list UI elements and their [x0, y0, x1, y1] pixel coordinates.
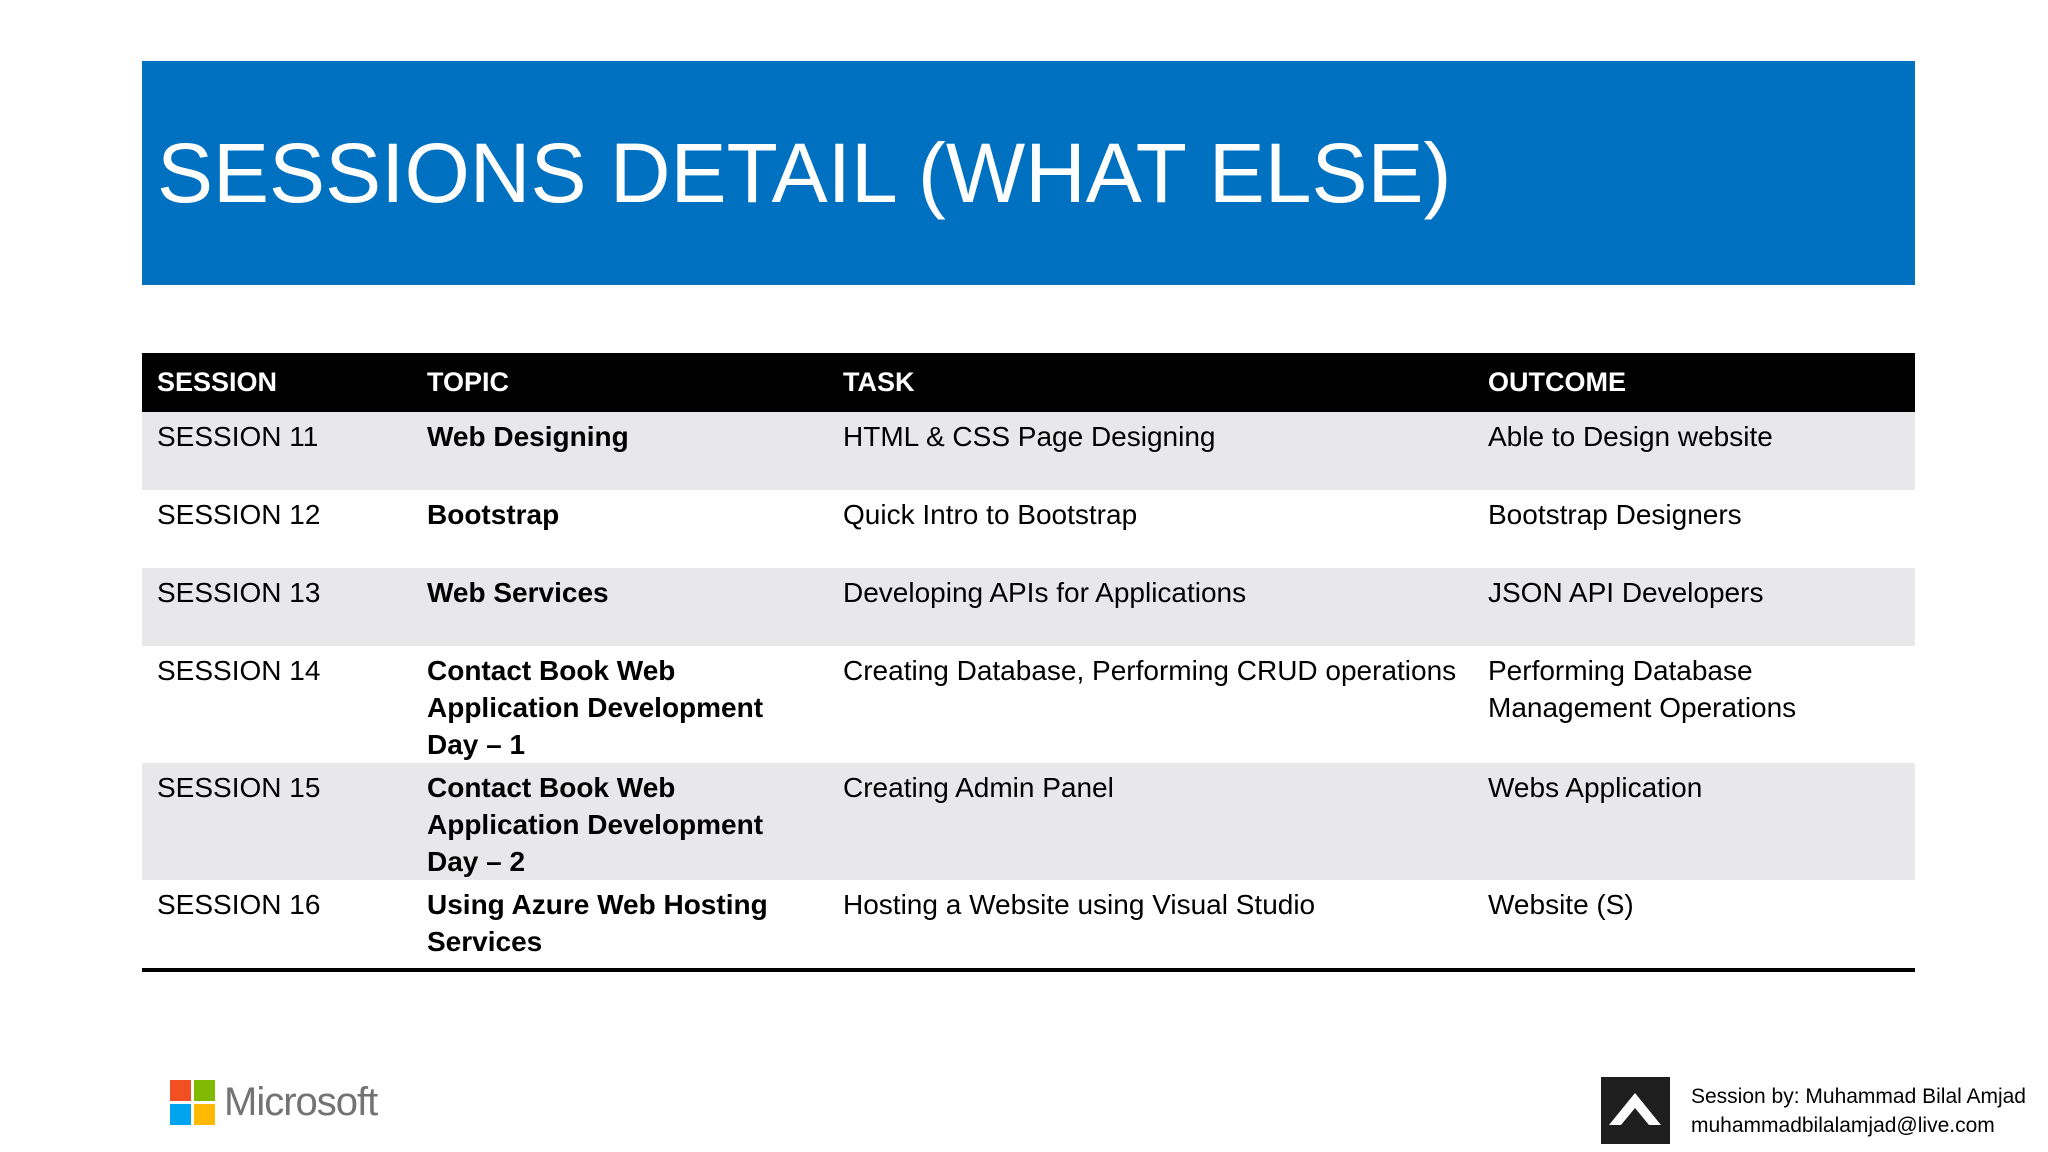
- author-credit: [1691, 1082, 2026, 1140]
- microsoft-wordmark: Microsoft: [224, 1080, 378, 1124]
- outcome-cell: Bootstrap Designers: [1488, 499, 1742, 530]
- column-header-topic: TOPIC: [412, 353, 828, 412]
- session-cell: SESSION 13: [142, 568, 412, 646]
- author-line: Session by: Muhammad Bilal Amjad: [1691, 1085, 2026, 1108]
- task-cell: Creating Admin Panel: [828, 763, 1473, 880]
- logo-square-green: [194, 1080, 215, 1101]
- topic-cell: Bootstrap: [427, 499, 560, 530]
- logo-square-yellow: [194, 1104, 215, 1125]
- column-header-outcome: OUTCOME: [1473, 353, 1915, 412]
- topic-cell: Web Services: [412, 568, 828, 646]
- column-header-session: SESSION: [142, 353, 412, 412]
- outcome-cell: Webs Application: [1473, 763, 1915, 880]
- author-email: muhammadbilalamjad@live.com: [1691, 1114, 1995, 1137]
- task-cell: Developing APIs for Applications: [828, 568, 1473, 646]
- topic-cell: Contact Book Web Application Development Day – 1: [427, 655, 764, 760]
- table-row: [142, 490, 1915, 568]
- outcome-cell: JSON API Developers: [1473, 568, 1915, 646]
- triangle-a-logo-icon: [1601, 1077, 1670, 1144]
- session-cell: SESSION 15: [142, 763, 412, 880]
- outcome-cell: Able to Design website: [1473, 412, 1915, 490]
- session-cell: SESSION 11: [142, 412, 412, 490]
- session-cell: SESSION 16: [157, 889, 321, 920]
- table-row: [142, 880, 1915, 970]
- outcome-cell: Website (S): [1488, 889, 1634, 920]
- column-header-task: TASK: [828, 353, 1473, 412]
- task-cell: Hosting a Website using Visual Studio: [843, 889, 1316, 920]
- sessions-table: [142, 353, 1915, 972]
- table-row: [142, 646, 1915, 763]
- logo-square-blue: [170, 1104, 191, 1125]
- title-banner: [142, 61, 1915, 285]
- task-cell: Quick Intro to Bootstrap: [843, 499, 1138, 530]
- task-cell: Creating Database, Performing CRUD operations: [843, 655, 1457, 686]
- table-row: [142, 412, 1915, 490]
- session-cell: SESSION 12: [157, 499, 321, 530]
- triangle-a-logo-svg: [1601, 1077, 1670, 1144]
- topic-cell: Web Designing: [412, 412, 828, 490]
- table-header-row: [142, 353, 1915, 412]
- session-cell: SESSION 14: [157, 655, 321, 686]
- table-row: [142, 568, 1915, 646]
- slide-title: SESSIONS DETAIL (WHAT ELSE): [157, 126, 1452, 220]
- topic-cell: Contact Book Web Application Development Day – 2: [412, 763, 828, 880]
- outcome-cell: Performing Database Management Operations: [1488, 655, 1797, 723]
- table-row: [142, 763, 1915, 880]
- microsoft-logo-icon: [170, 1080, 216, 1126]
- task-cell: HTML & CSS Page Designing: [828, 412, 1473, 490]
- topic-cell: Using Azure Web Hosting Services: [427, 889, 768, 957]
- logo-square-red: [170, 1080, 191, 1101]
